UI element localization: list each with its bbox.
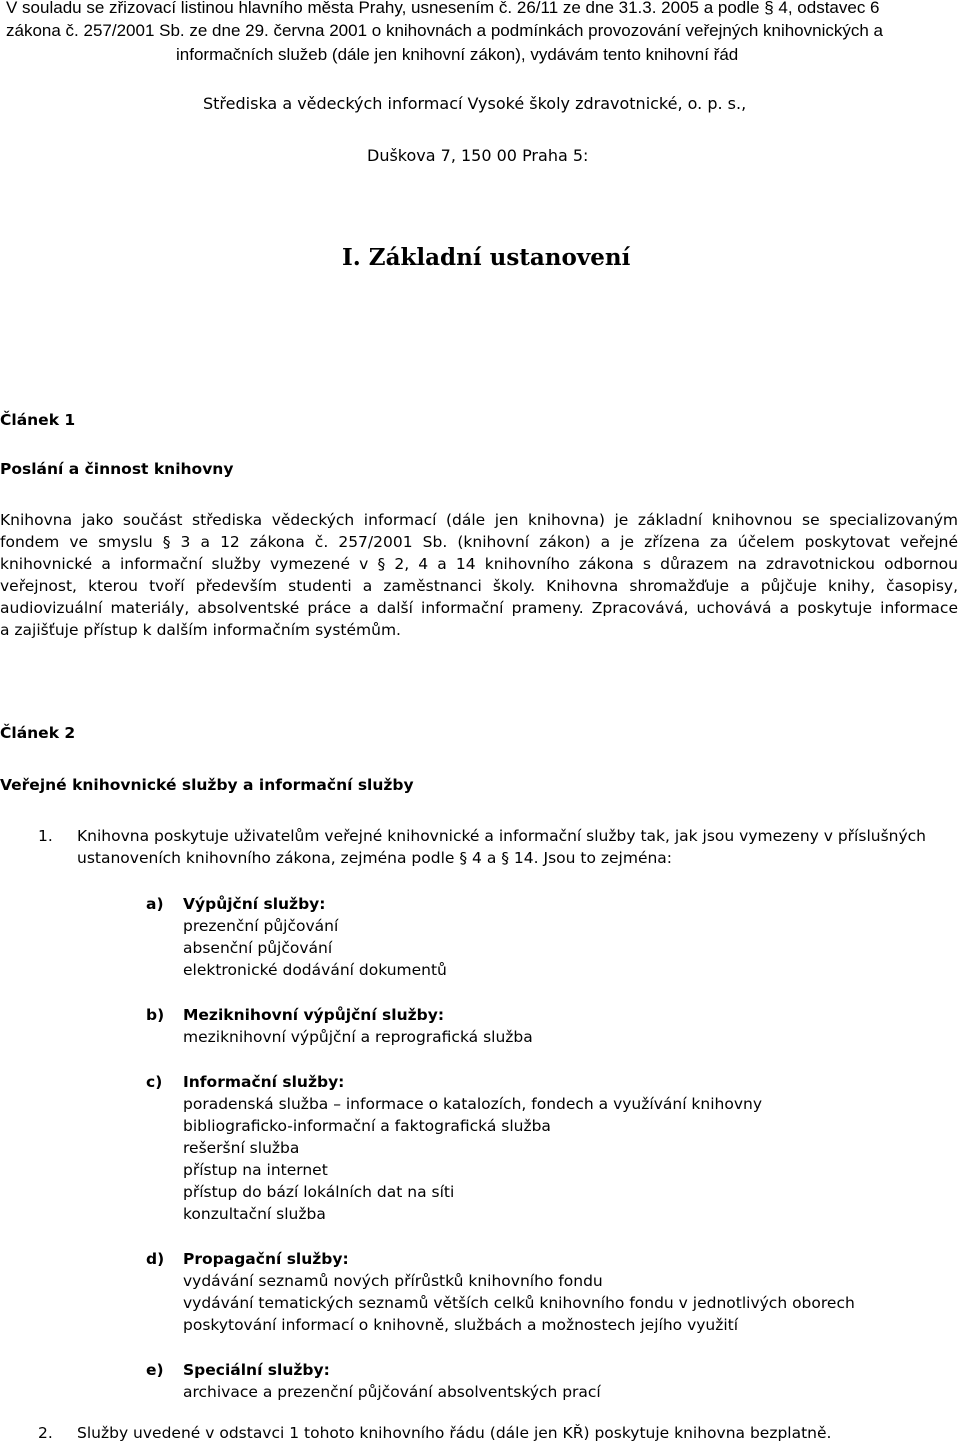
item-a-entry: elektronické dodávání dokumentů bbox=[183, 961, 447, 979]
item-c-entry: bibliograficko-informační a faktografická služba bbox=[183, 1117, 551, 1135]
article-2-title: Veřejné knihovnické služby a informační služby bbox=[0, 776, 414, 794]
item-d-letter: d) bbox=[146, 1250, 165, 1268]
paragraph-1-line-1: Knihovna poskytuje uživatelům veřejné knihovnické a informační služby tak, jak jsou vymezeny v příslušných bbox=[77, 827, 926, 845]
article-1-paragraph bbox=[0, 509, 958, 641]
article-1-line: knihovnické a informační služby vymezené v § 2, 4 a 14 knihovního zákona s důrazem na zdravotnickou odbornou bbox=[0, 555, 958, 573]
paragraph-2-number: 2. bbox=[38, 1424, 53, 1442]
item-d-entry: poskytování informací o knihovně, službách a možnostech jejího využití bbox=[183, 1316, 739, 1334]
item-c-entry: poradenská služba – informace o katalozích, fondech a využívání knihovny bbox=[183, 1095, 763, 1113]
item-e-entry: archivace a prezenční půjčování absolventských prací bbox=[183, 1383, 601, 1401]
item-c-entry: konzultační služba bbox=[183, 1205, 326, 1223]
article-1-line: audiovizuální materiály, absolventské práce a další informační prameny. Zpracovává, uchovává a poskytuje informace bbox=[0, 599, 958, 617]
item-d-entry: vydávání seznamů nových přírůstků knihovního fondu bbox=[183, 1272, 603, 1290]
item-c-letter: c) bbox=[146, 1073, 163, 1091]
article-1-line: fondem ve smyslu § 3 a 12 zákona č. 257/2001 Sb. (knihovní zákon) a je zřízena za účelem poskytovat veřejné bbox=[0, 533, 958, 551]
article-1-line: veřejnost, kterou tvoří především studenti a zaměstnanci školy. Knihovna shromažďuje a půjčuje knihy, časopisy, bbox=[0, 577, 958, 595]
paragraph-1-number: 1. bbox=[38, 827, 53, 845]
article-1-title: Poslání a činnost knihovny bbox=[0, 460, 234, 478]
item-b-letter: b) bbox=[146, 1006, 165, 1024]
header-line-3: informačních služeb (dále jen knihovní zákon), vydávám tento knihovní řád bbox=[176, 45, 739, 64]
item-d-title: Propagační služby: bbox=[183, 1250, 349, 1268]
paragraph-2-text: Služby uvedené v odstavci 1 tohoto knihovního řádu (dále jen KŘ) poskytuje knihovna bezplatně. bbox=[77, 1424, 832, 1442]
item-c-entry: přístup do bází lokálních dat na síti bbox=[183, 1183, 455, 1201]
item-a-title: Výpůjční služby: bbox=[183, 895, 326, 913]
article-2-heading: Článek 2 bbox=[0, 724, 76, 742]
item-d-entry: vydávání tematických seznamů větších celků knihovního fondu v jednotlivých oborech bbox=[183, 1294, 855, 1312]
item-c-entry: rešeršní služba bbox=[183, 1139, 300, 1157]
institution-name: Střediska a vědeckých informací Vysoké školy zdravotnické, o. p. s., bbox=[203, 94, 747, 113]
item-c-title: Informační služby: bbox=[183, 1073, 345, 1091]
item-c-entry: přístup na internet bbox=[183, 1161, 328, 1179]
item-a-entry: absenční půjčování bbox=[183, 939, 333, 957]
item-a-entry: prezenční půjčování bbox=[183, 917, 339, 935]
section-title: I. Základní ustanovení bbox=[342, 244, 631, 271]
header-line-2: zákona č. 257/2001 Sb. ze dne 29. června 2001 o knihovnách a podmínkách provozování veřejných knihovnických a bbox=[6, 21, 884, 40]
institution-address: Duškova 7, 150 00 Praha 5: bbox=[367, 146, 589, 165]
item-e-title: Speciální služby: bbox=[183, 1361, 330, 1379]
item-a-letter: a) bbox=[146, 895, 164, 913]
item-e-letter: e) bbox=[146, 1361, 164, 1379]
article-1-line: a zajišťuje přístup k dalším informačním systémům. bbox=[0, 621, 401, 639]
item-b-entry: meziknihovní výpůjční a reprografická služba bbox=[183, 1028, 533, 1046]
item-b-title: Meziknihovní výpůjční služby: bbox=[183, 1006, 445, 1024]
paragraph-1-line-2: ustanoveních knihovního zákona, zejména podle § 4 a § 14. Jsou to zejména: bbox=[77, 849, 673, 867]
article-1-heading: Článek 1 bbox=[0, 411, 76, 429]
header-line-1: V souladu se zřizovací listinou hlavního města Prahy, usnesením č. 26/11 ze dne 31.3. 2005 a podle § 4, odstavec 6 bbox=[6, 0, 880, 17]
article-1-line: Knihovna jako součást střediska vědeckých informací (dále jen knihovna) je základní knihovnou se specializovaným bbox=[0, 511, 958, 529]
